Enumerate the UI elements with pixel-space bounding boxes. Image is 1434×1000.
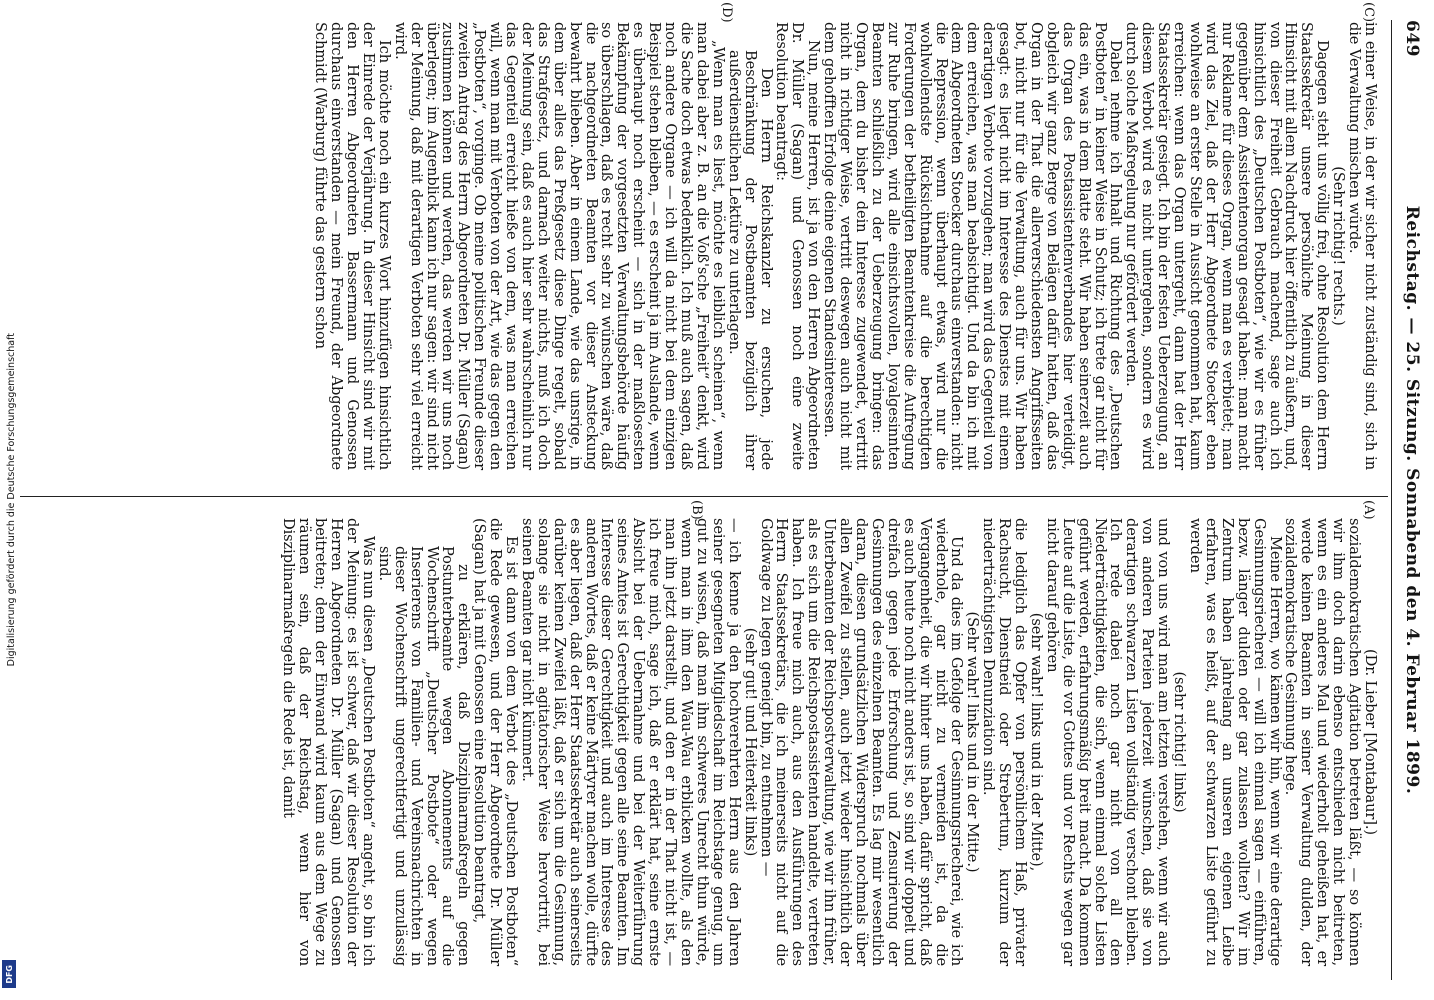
paragraph: Dagegen steht uns völlig frei, ohne Resolution dem Herrn Staatssekretär unsere persönliche Meinung in dieser Hinsicht mit allem Nachdruck hier öffentlich zu äußern, und, von dieser Freiheit Gebrauch machend, sage auch ich hinsichtlich des „Deutschen Postboten“, wie wir es früher gegenüber dem Assistentenorgan gesagt haben: man macht nur Reklame für dieses Organ, wenn man es verbietet; man wird das Ziel, daß der Herr Abgeordnete Stoecker eben wohlweise an erster Stelle in Aussicht genommen hat, kaum erreichen: wenn das Organ untergeht, dann hat der Herr Staatssekretär gesiegt. Ich bin der festen Ueberzeugung, an diesem Verbot wird es nicht untergehen, sondern es wird durch solche Maßregelung nur gefördert werden.	[1123, 22, 1332, 470]
interjection: (sehr richtig! links)	[1171, 671, 1189, 813]
running-title: Reichstag. — 25. Sitzung. Sonnabend den 4. Februar 1899.	[1402, 205, 1422, 795]
resolution-quote: zu erklären, daß Disziplinarmaßregeln gegen Postunterbeamte wegen Abonnements auf die Wochenschrift „Deutscher Postbote“ oder wegen Inserierens von Familien- und Vereinsnachrichten in dieser Wochenschrift ungerechtfertigt und unzulässig sind.	[375, 546, 473, 966]
header-rule	[1391, 20, 1392, 980]
paragraph: — ich kenne ja den hochverehrten Herrn aus den Jahren seiner gesegneten Mitgliedschaft im Reichstage genug, um gut zu wissen, daß man ihm schweres Unrecht thun würde, wenn man in ihm den Wau-Wau erblicken wollte, als den man ihn jetzt darstellt, und den er in der That nicht ist, — ich freue mich, sage ich, daß er erklärt hat, seine ernste Absicht bei der Uebernahme und bei der Weiterführung seines Amtes ist Gerechtigkeit gegen alle seine Beamten. Im Interesse dieser Gerechtigkeit und auch im Interesse des anderen Wortes, daß er keine Märtyrer machen wolle, dürfte es aber liegen, daß der Herr Staatssekretär auch seinerseits darüber keinen Zweifel läßt, daß er sich um die Gesinnung, solange sie nicht in agitatorischer Weise hervortritt, bei seinen Beamten gar nicht kümmert.	[518, 518, 743, 966]
margin-marker-b: (B)	[689, 500, 704, 520]
dfg-logo	[2, 960, 16, 988]
right-column	[312, 22, 1378, 470]
paragraph: Und da dies im Gefolge der Gesinnungsriecherei, wie ich wiederhole, gar nicht zu vermeiden ist, da die Vergangenheit, die wir hinter uns haben, dafür spricht, daß es auch heute noch nicht anders ist, so sind wir doppelt und dreifach gegen jede Erforschung und Zensurierung der Gesinnungen des einzelnen Beamten. Es lag mir wesentlich daran, diesen grundsätzlichen Widerspruch nochmals über allen Zweifel zu stellen, auch jetzt wieder hinsichtlich der Unterbeamten der Reichspostverwaltung, wie wir ihn früher, als es sich um die Reichspostassistenten handelte, vertreten haben. Ich freue mich auch, aus den Ausführungen des Herrn Staatssekretärs, die ich meinerseits nicht auf die Goldwage zu legen geneigt bin, zu entnehmen —	[757, 518, 966, 966]
interjection: (sehr gut! und Heiterkeit links)	[741, 627, 759, 857]
paragraph: Ich möchte noch ein kurzes Wort hinzufügen hinsichtlich der Einrede der Verjährung. In dieser Hinsicht sind wir mit den Herren Abgeordneten Bassermann und Genossen durchaus einverstanden — mein Freund, der Abgeordnete Schmidt (Warburg) führte das gestern schon	[312, 22, 393, 470]
left-column	[280, 518, 1378, 966]
paragraph: die lediglich das Opfer von persönlichem Haß, privater Rachsucht, Dienstneid oder Strebertum, kurzum der niederträchtigsten Denunziation sind.	[980, 518, 1030, 966]
interjection: (sehr wahr! links und in der Mitte),	[1027, 612, 1045, 872]
digitization-credit-text: Digitalisierung gefördert durch die Deutsche Forschungsgemeinschaft	[5, 333, 17, 667]
column-divider	[20, 496, 1388, 497]
paragraph: „Wenn man es liest, möchte es leiblich scheinen“, wenn man dabei aber z. B. an die Voß'sche „Freiheit“ denkt, wird die Sache doch etwas bedenklich. Ich muß auch sagen, daß noch andere Organe — ich will da nicht bei dem einzigen Beispiel stehen bleiben, — es erscheint ja im Auslande, wenn es überhaupt noch erscheint — sich in der maßlosesten Bekämpfung der vorgesetzten Verwaltungsbehörde häufig so überschlagen, daß es recht sehr zu wünschen wäre, daß die nachgeordneten Beamten vor dieser Ansteckung bewahrt blieben. Aber in einem Lande, wie das unsrige, in dem über alles das Preßgesetz diese Dinge regelt, sobald das Strafgesetz, und darnach weiter nichts, muß ich doch der Meinung sein, daß es auch hier sehr wahrscheinlich nur das Gegenteil erreicht hieße von dem, was man erreichen will, wenn man mit Verboten von der Art, wie das gegen den „Postboten“, vorginge. Ob meine politischen Freunde dieser zweiten Antrag des Herrn Abgeordneten Dr. Müller (Sagan) zustimmen können und werden, das werden wir uns noch überlegen; im Augenblick kann ich nur sagen: wir sind nicht der Meinung, daß mit derartigen Verboten sehr viel erreicht wird.	[391, 22, 727, 470]
paragraph: Nun, meine Herren, ist ja von den Herren Abgeordneten Dr. Müller (Sagan) und Genossen noch eine zweite Resolution beantragt:	[773, 22, 823, 470]
paragraph: Dabei nehme ich Inhalt und Richtung des „Deutschen Postboten“ in keiner Weise in Schutz; ich trete gar nicht für das ein, was in dem Blatte steht. Wir haben seinerzeit auch das Organ des Postassistentenverbandes hier verteidigt, obgleich wir ganz Berge von Belägen dafür hatten, daß das Organ in der That die allerverschiedensten Angriffsseiten bot, nicht nur für die Verwaltung, auch für uns. Wir haben gesagt: es liegt nicht im Interesse des Dienstes mit einem derartigen Verbote vorzugehen; man wird das Gegenteil von dem erreichen, was man beabsichtigt. Und da bin ich mit dem Abgeordneten Stoecker durchaus einverstanden: nicht die Repression, wenn überhaupt etwas, wird nur die wohlwollendste Rücksichtnahme auf die berechtigten Forderungen der betheiligten Beamtenkreise die Aufregung zur Ruhe bringen, wird alle einsichtsvollen, loyalgesinnten Beamten schließlich zu der Ueberzeugung bringen: das Organ, dem du bisher dein Interesse zugewendet, vertritt nicht in richtiger Weise, vertritt deswegen auch nicht mit dem gehofften Erfolge deine eigenen Standesinteressen.	[821, 22, 1125, 470]
page-content	[20, 0, 1434, 1000]
paragraph: sozialdemokratischen Agitation betreten läßt, — so können wir ihm doch darin ebenso entschieden nicht beitreten, wenn es ein anderes Mal und wiederholt geheißen hat, er werde keinen Beamten in seiner Verwaltung dulden, der sozialdemokratische Gesinnung hege.	[1282, 518, 1364, 966]
digitization-credit	[2, 0, 20, 1000]
dfg-logo-text: DFG	[4, 964, 14, 984]
paragraph: Meine Herren, wo kämen wir hin, wenn wir eine derartige Gesinnungsriecherei — will ich einmal sagen — einführen, bezw. länger dulden oder gar zulassen wollten? Wir im Zentrum haben jahrelang an unseren eigenen Leibe erfahren, was es heißt, auf der schwarzen Liste geführt zu werden	[1187, 518, 1284, 966]
speaker-line: (Dr. Lieber [Montabaur].)	[1362, 649, 1379, 835]
margin-marker-a: (A)	[1361, 500, 1376, 520]
page-number: 649	[1402, 20, 1422, 57]
paragraph: und von uns wird man am letzten verstehen, wenn wir auch von anderen Parteien jederzeit wünschen, daß sie von derartigen schwarzen Listen vollständig verschont bleiben. Ich rede dabei noch gar nicht von all den Niederträchtigkeiten, die sich, wenn einmal solche Listen geführt werden, erfahrungsmäßig breit macht. Da kommen Leute auf die Liste, die vor Gottes und vor Rechts wegen gar nicht darauf gehören	[1043, 518, 1173, 966]
margin-marker-c: (C)	[1361, 2, 1376, 23]
paragraph: Was nun diesen „Deutschen Postboten“ angeht, so bin ich der Meinung: es ist schwer, daß wir dieser Resolution der Herren Abgeordneten Dr. Müller (Sagan) und Genossen beitreten; denn der Einwand wird kaum aus dem Wege zu räumen sein, daß der Reichstag, wenn hier von Disziplinarmaßregeln die Rede ist, damit	[280, 518, 377, 966]
interjection: (Sehr richtig! rechts.)	[1330, 166, 1348, 326]
paragraph: Es ist dann von dem Verbot des „Deutschen Postboten“ die Rede gewesen, und der Herr Abgeordnete Dr. Müller (Sagan) hat ja mit Genossen eine Resolution beantragt,	[471, 518, 521, 966]
margin-marker-d: (D)	[719, 2, 734, 23]
page-header	[1388, 20, 1434, 980]
interjection: (Sehr wahr! links und in der Mitte.)	[964, 611, 982, 873]
paragraph: in einer Weise, in der wir sicher nicht zuständig sind, sich in die Verwaltung mischen würde.	[1346, 22, 1379, 470]
document-page	[20, 0, 1434, 1000]
resolution-quote: Den Herrn Reichskanzler zu ersuchen, jede Beschränkung der Postbeamten bezüglich ihrer außerdienstlichen Lektüre zu unterlagen.	[725, 50, 775, 470]
